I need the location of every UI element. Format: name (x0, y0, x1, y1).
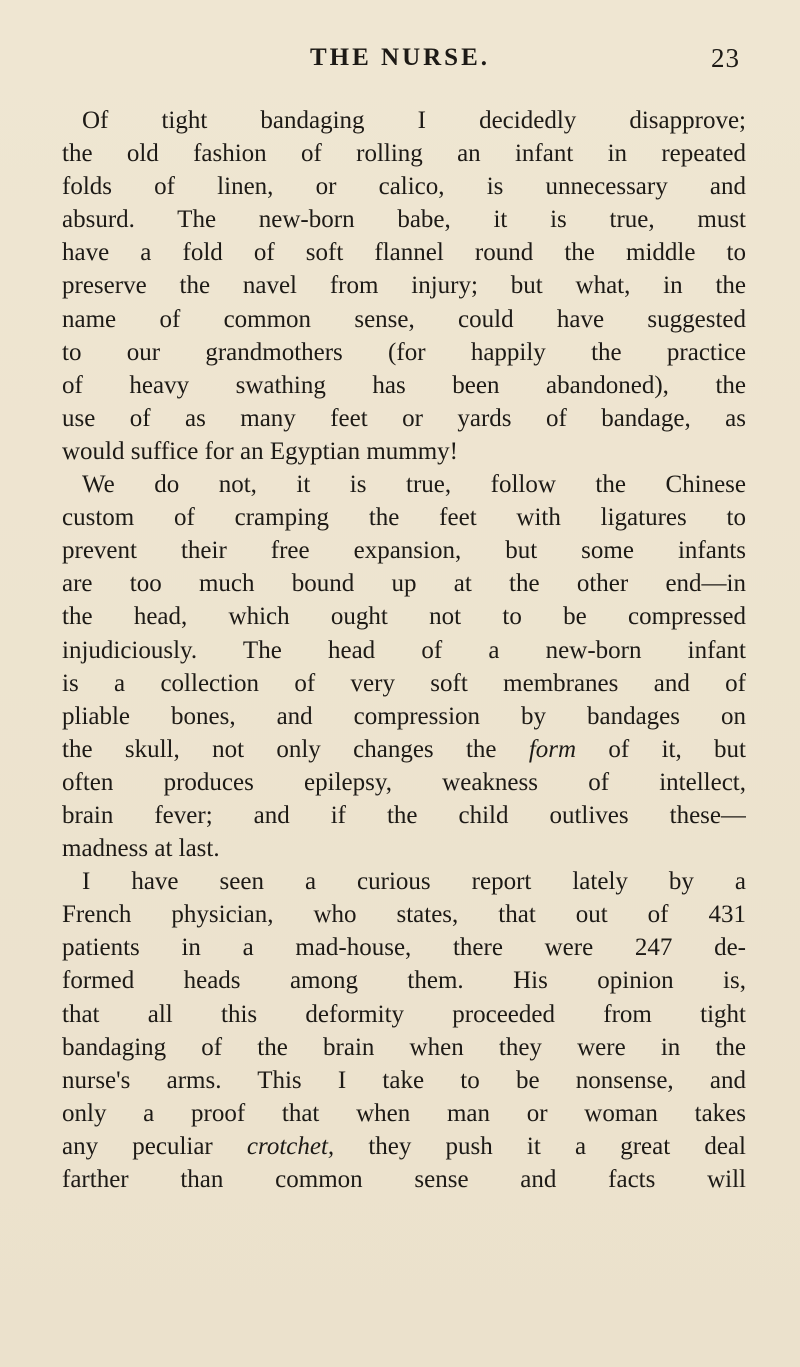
text-segment: absurd. The new-born babe, it is true, must (62, 206, 746, 234)
italic-text: crotchet, (246, 1132, 335, 1160)
text-line (62, 501, 746, 534)
text-segment: injudiciously. The head of a new-born infant (62, 636, 746, 664)
text-segment: nurse's arms. This I take to be nonsense, and (62, 1066, 746, 1094)
text-segment: only a proof that when man or woman takes (62, 1099, 746, 1127)
text-line (62, 766, 746, 799)
text-segment: of it, but (576, 735, 746, 763)
text-line (62, 1097, 746, 1130)
text-segment: custom of cramping the feet with ligatures to (62, 504, 746, 532)
text-segment: often produces epilepsy, weakness of intellect, (62, 768, 746, 796)
text-line (62, 1064, 746, 1097)
italic-text: form (528, 735, 577, 763)
running-title: THE NURSE. (309, 44, 491, 71)
text-line (62, 931, 746, 964)
text-line (62, 236, 746, 269)
text-segment: formed heads among them. His opinion is, (62, 967, 746, 995)
text-segment: Of tight bandaging I decidedly disapprove; (82, 107, 746, 134)
text-segment: patients in a mad-house, there were 247 de- (62, 934, 746, 962)
text-segment: the old fashion of rolling an infant in repeated (62, 140, 746, 168)
text-line (62, 567, 746, 600)
text-segment: brain fever; and if the child outlives these— (62, 801, 746, 829)
text-segment: have a fold of soft flannel round the middle to (62, 239, 746, 267)
text-segment: bandaging of the brain when they were in the (62, 1033, 746, 1061)
text-segment: that all this deformity proceeded from tight (62, 1000, 746, 1028)
text-line (62, 700, 746, 733)
text-segment: farther than common sense and facts will (62, 1166, 746, 1193)
text-line (62, 634, 746, 667)
text-segment: folds of linen, or calico, is unnecessary and (62, 173, 746, 201)
text-segment: is a collection of very soft membranes and of (62, 669, 746, 697)
text-segment: the skull, not only changes the (62, 735, 529, 763)
text-segment: We do not, it is true, follow the Chinese (82, 471, 746, 499)
text-segment: of heavy swathing has been abandoned), the (62, 371, 746, 399)
text-line (62, 733, 746, 766)
text-line (62, 468, 746, 501)
text-segment: preserve the navel from injury; but what, in the (62, 272, 746, 300)
text-segment: name of common sense, could have suggested (62, 305, 746, 333)
text-line (62, 799, 746, 832)
text-line (62, 137, 746, 170)
running-head (60, 44, 740, 78)
text-line (62, 203, 746, 236)
text-line (62, 435, 746, 468)
text-segment: to our grandmothers (for happily the practice (62, 338, 746, 366)
text-line (62, 865, 746, 898)
text-line (62, 667, 746, 700)
text-segment: would suffice for an Egyptian mummy! (62, 437, 458, 465)
text-segment: any peculiar (62, 1132, 247, 1160)
page-number: 23 (711, 43, 740, 73)
text-line (62, 1163, 746, 1196)
text-line (62, 402, 746, 435)
text-line (62, 898, 746, 931)
text-line (62, 1130, 746, 1163)
text-line (62, 336, 746, 369)
text-line (62, 600, 746, 633)
text-line (62, 964, 746, 997)
text-segment: French physician, who states, that out of 431 (62, 901, 746, 929)
text-line (62, 1031, 746, 1064)
text-segment: are too much bound up at the other end—in (62, 570, 746, 598)
text-line (62, 104, 746, 137)
text-segment: madness at last. (62, 835, 220, 863)
text-line (62, 369, 746, 402)
text-segment: they push it a great deal (334, 1132, 746, 1160)
text-segment: the head, which ought not to be compressed (62, 603, 746, 631)
text-line (62, 170, 746, 203)
text-line (62, 269, 746, 302)
text-segment: use of as many feet or yards of bandage, as (62, 404, 746, 432)
text-segment: prevent their free expansion, but some infants (62, 537, 746, 565)
text-line (62, 534, 746, 567)
text-segment: pliable bones, and compression by bandages on (62, 702, 746, 730)
text-segment: I have seen a curious report lately by a (82, 868, 746, 896)
text-line (62, 998, 746, 1031)
text-line (62, 832, 746, 865)
text-line (62, 303, 746, 336)
body-text (62, 104, 746, 1196)
